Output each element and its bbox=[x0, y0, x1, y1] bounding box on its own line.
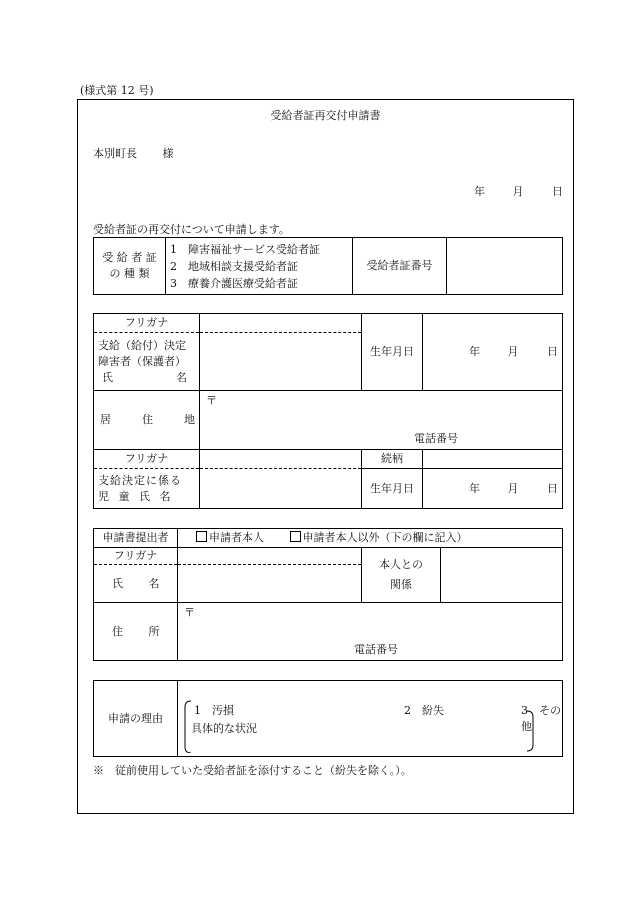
submitter-furigana-label: フリガナ bbox=[94, 548, 178, 565]
submitter-name-field[interactable] bbox=[178, 565, 362, 603]
reason-brackets bbox=[183, 683, 555, 753]
name-label-char-b: 名 bbox=[176, 370, 187, 384]
submitter-name-char-b: 名 bbox=[148, 576, 160, 590]
furigana-field[interactable] bbox=[200, 314, 362, 333]
address-char-c: 地 bbox=[184, 413, 195, 426]
birth-month: 月 bbox=[507, 345, 519, 358]
recipient-name-label-line2: 障害者（保護者） bbox=[98, 354, 186, 368]
name-label-char-a: 氏 bbox=[102, 370, 113, 384]
submitter-furigana-field[interactable] bbox=[178, 548, 362, 565]
birth-day: 日 bbox=[547, 345, 558, 358]
attachment-note: ※ 従前使用していた受給者証を添付すること（紛失を除く。）。 bbox=[93, 764, 412, 777]
child-name-field[interactable] bbox=[200, 469, 362, 509]
relation-label: 続柄 bbox=[362, 450, 423, 469]
address-label bbox=[94, 391, 200, 450]
type-options-cell bbox=[166, 238, 353, 295]
type-option-1[interactable]: 1 障害福祉サービス受給者証 bbox=[170, 242, 320, 256]
address-char-a: 居 bbox=[100, 413, 111, 426]
type-label-cell bbox=[94, 238, 166, 295]
reason-option-1[interactable]: 1 汚損 bbox=[194, 704, 234, 717]
form-number: (様式第 12 号) bbox=[80, 84, 154, 97]
submitter-label: 申請書提出者 bbox=[94, 529, 178, 548]
reason-table bbox=[93, 680, 563, 757]
submitter-relation-field[interactable] bbox=[441, 548, 563, 603]
submitter-name-label bbox=[94, 565, 178, 603]
birth-date-units bbox=[427, 344, 558, 360]
child-birth-label: 生年月日 bbox=[362, 469, 423, 509]
relation-label-line2: 関係 bbox=[390, 578, 412, 591]
submitter-phone-label: 電話番号 bbox=[354, 643, 398, 656]
addressee-name: 本別町長 bbox=[93, 147, 137, 160]
form-title: 受給者証再交付申請書 bbox=[270, 109, 381, 122]
child-birth-day: 日 bbox=[547, 481, 558, 495]
certificate-type-table bbox=[93, 237, 563, 295]
addressee bbox=[93, 145, 174, 161]
reason-label: 申請の理由 bbox=[94, 681, 178, 757]
recipient-table bbox=[93, 313, 563, 509]
submitter-address-label-chars bbox=[98, 624, 173, 640]
child-name-label bbox=[94, 469, 200, 509]
date-month: 月 bbox=[512, 185, 524, 198]
submitter-address-field[interactable] bbox=[178, 603, 563, 661]
child-furigana-field[interactable] bbox=[200, 450, 362, 469]
date-year: 年 bbox=[474, 185, 485, 198]
reason-field bbox=[178, 681, 563, 757]
option-self[interactable] bbox=[196, 531, 264, 544]
certificate-number-field[interactable] bbox=[447, 238, 563, 295]
submitter-address-label bbox=[94, 603, 178, 661]
birth-date-field[interactable] bbox=[423, 314, 563, 391]
child-name-label-line1: 支給決定に係る bbox=[98, 473, 182, 487]
submitter-table bbox=[93, 528, 563, 661]
type-label-line1: 受 給 者 証 bbox=[102, 251, 157, 264]
submitter-name-char-a: 氏 bbox=[112, 576, 123, 590]
relation-label-line1: 本人との bbox=[379, 558, 423, 571]
intro-text: 受給者証の再交付について申請します。 bbox=[93, 223, 290, 236]
recipient-name-label-line1: 支給（給付）決定 bbox=[98, 338, 186, 352]
checkbox-self[interactable] bbox=[196, 531, 207, 542]
reason-detail-label: 具体的な状況 bbox=[191, 722, 257, 735]
type-option-3[interactable]: 3 療養介護医療受給者証 bbox=[170, 276, 298, 290]
child-birth-month: 月 bbox=[507, 481, 519, 495]
option-self-label: 申請者本人 bbox=[209, 531, 264, 544]
addressee-honorific: 様 bbox=[162, 147, 174, 160]
recipient-name-label-line3 bbox=[98, 370, 195, 386]
type-label-line2: の 種 類 bbox=[109, 267, 150, 280]
address-label-chars bbox=[98, 412, 195, 428]
reason-option-2[interactable]: 2 紛失 bbox=[404, 704, 444, 717]
submitter-options bbox=[178, 529, 563, 548]
certificate-number-label: 受給者証番号 bbox=[353, 238, 447, 295]
recipient-name-field[interactable] bbox=[200, 333, 362, 391]
recipient-name-label bbox=[94, 333, 200, 391]
submitter-address-char-a: 住 bbox=[112, 624, 123, 638]
date-day: 日 bbox=[552, 185, 563, 198]
checkbox-other[interactable] bbox=[290, 531, 301, 542]
child-name-label-line2: 児 童 氏 名 bbox=[98, 489, 174, 503]
address-char-b: 住 bbox=[142, 413, 153, 426]
option-other-label: 申請者本人以外（下の欄に記入） bbox=[302, 531, 468, 544]
submitter-name-label-chars bbox=[98, 576, 173, 592]
phone-label: 電話番号 bbox=[414, 432, 458, 445]
birth-year: 年 bbox=[469, 345, 480, 358]
furigana-label: フリガナ bbox=[94, 314, 200, 333]
child-birth-date-units bbox=[427, 481, 558, 497]
child-furigana-label: フリガナ bbox=[94, 450, 200, 469]
child-birth-year: 年 bbox=[469, 481, 480, 495]
relation-field[interactable] bbox=[423, 450, 563, 469]
birth-label: 生年月日 bbox=[362, 314, 423, 391]
address-field[interactable] bbox=[200, 391, 563, 450]
submitter-relation-label bbox=[362, 548, 441, 603]
application-date bbox=[474, 183, 563, 199]
submitter-address-char-b: 所 bbox=[148, 624, 160, 638]
postal-mark: 〒 bbox=[206, 394, 217, 407]
child-birth-date-field[interactable] bbox=[423, 469, 563, 509]
option-other[interactable] bbox=[290, 531, 468, 544]
submitter-postal-mark: 〒 bbox=[184, 606, 195, 619]
reason-option-3[interactable]: 3 その他 bbox=[521, 704, 561, 733]
type-option-2[interactable]: 2 地域相談支援受給者証 bbox=[170, 259, 298, 273]
